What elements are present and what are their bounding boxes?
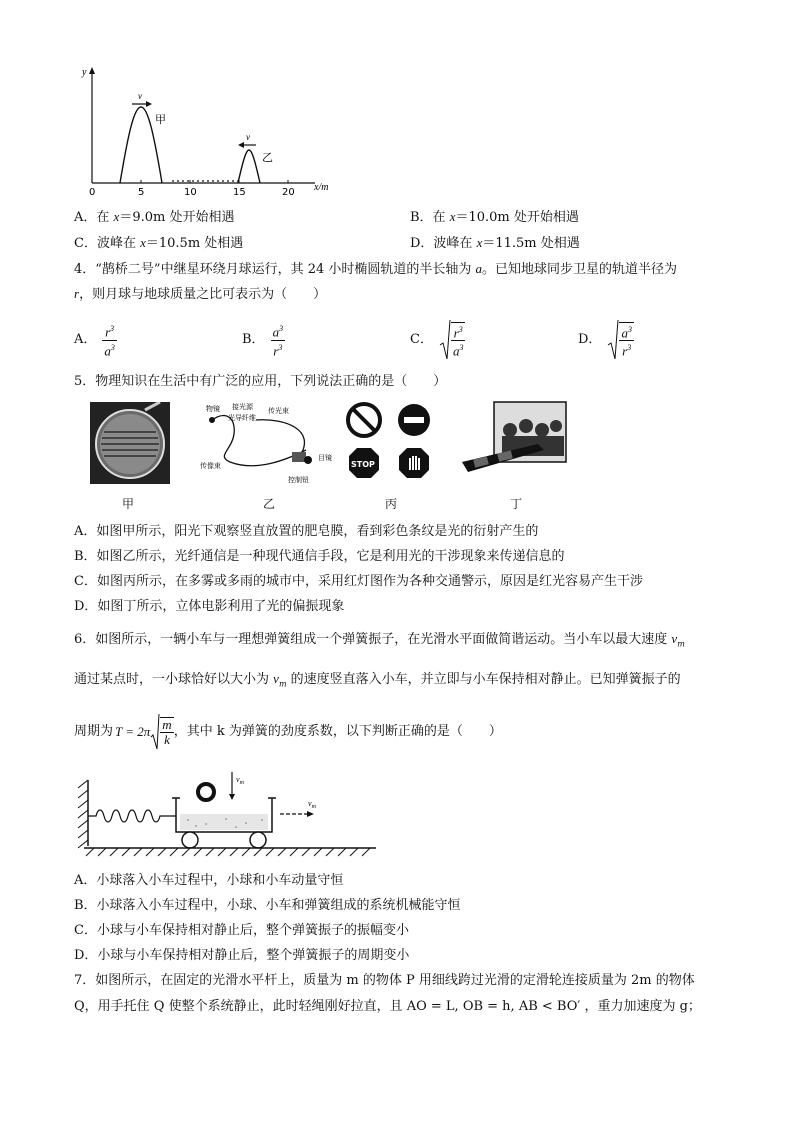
- figure-spring-cart: [76, 764, 386, 858]
- q6-option-a: A．小球落入小车过程中，小球和小车动量守恒: [74, 873, 344, 888]
- caption-jia: 甲: [122, 497, 135, 511]
- q7-stem-line2: Q，用手托住 Q 使整个系统静止，此时轻绳刚好拉直，且 AO = L, OB = h, AB < BO′ ，重力加速度为 g；: [74, 999, 701, 1014]
- fraction: $\frac{m}{k}$: [162, 717, 172, 747]
- q5-option-b: B．如图乙所示，光纤通信是一种现代通信手段，它是利用光的干涉现象来传递信息的: [74, 549, 565, 564]
- q6-stem-line2: 通过某点时，一小球恰好以大小为 $v_m$ 的速度竖直落入小车，并立即与小车保持相对静止。已知弹簧振子的: [74, 671, 681, 689]
- tick-0: 0: [89, 187, 96, 198]
- q4-option-c: C． $\frac{r^3}{a^3}$: [410, 318, 465, 362]
- caption-bing: 丙: [385, 497, 398, 511]
- q5-option-a: A．如图甲所示，阳光下观察竖直放置的肥皂膜，看到彩色条纹是光的衍射产生的: [74, 524, 539, 539]
- q4-option-d: D． $\frac{a^3}{r^3}$: [578, 318, 634, 362]
- q6-stem-line3: 周期为 T = 2π $\frac{m}{k}$ ，其中 k 为弹簧的劲度系数，以下判断正确的是（ ）: [74, 712, 502, 752]
- wave-figure: [80, 65, 350, 200]
- q5-option-d: D．如图丁所示，立体电影利用了光的偏振现象: [74, 599, 345, 614]
- q3-option-d: D．波峰在 x＝11.5m 处相遇: [410, 235, 580, 251]
- caption-yi: 乙: [263, 497, 276, 511]
- sqrt-sign: [607, 319, 619, 361]
- figure-ding-3d-movie: [458, 400, 570, 486]
- q7-stem-line1: 7．如图所示，在固定的光滑水平杆上，质量为 m 的物体 P 用细线跨过光滑的定滑轮连接质量为 2m 的物体: [74, 973, 695, 988]
- tick-20: 20: [282, 187, 295, 198]
- q6-option-c: C．小球与小车保持相对静止后，整个弹簧振子的振幅变小: [74, 923, 409, 938]
- fraction: $\frac{r^3}{a^3}$: [451, 322, 466, 359]
- q3-option-c: C．波峰在 x＝10.5m 处相遇: [74, 235, 244, 251]
- v-label-2: v: [246, 132, 250, 142]
- fig-yi-label-objective: 物镜: [206, 405, 220, 413]
- v-label-1: v: [138, 91, 142, 101]
- caption-ding: 丁: [510, 497, 523, 511]
- fig-vm-down-label: $v_m$: [236, 775, 244, 786]
- q5-option-c: C．如图丙所示，在多雾或多雨的城市中，采用红灯图作为各种交通警示，原因是红光容易产生干涉: [74, 574, 643, 589]
- q4-stem-line1: 4．“鹊桥二号”中继星环绕月球运行，其 24 小时椭圆轨道的半长轴为 a。已知地球同步卫星的轨道半径为: [74, 261, 678, 277]
- fig-yi-label-control: 控制钮: [288, 476, 309, 484]
- fig-yi-label-light-source: 接光源: [232, 403, 253, 411]
- sqrt-sign: [439, 319, 451, 361]
- fig-yi-label-fiber: 光导纤维: [228, 414, 256, 422]
- fig-vm-right-label: $v_m$: [308, 799, 316, 810]
- q5-stem: 5．物理知识在生活中有广泛的应用，下列说法正确的是（ ）: [74, 374, 447, 389]
- period-formula: T = 2π: [115, 724, 151, 739]
- stop-sign-text: STOP: [351, 460, 375, 469]
- figure-yi-fiber: [196, 400, 346, 486]
- tick-15: 15: [233, 187, 246, 198]
- fig-yi-label-light-bundle: 传光束: [268, 407, 289, 415]
- q3-option-a: A．在 x＝9.0m 处开始相遇: [74, 209, 235, 225]
- q6-option-b: B．小球落入小车过程中，小球、小车和弹簧组成的系统机械能守恒: [74, 898, 461, 913]
- q3-option-b: B．在 x＝10.0m 处开始相遇: [410, 209, 579, 225]
- fraction: $\frac{a^3}{r^3}$: [619, 322, 634, 359]
- wave-label-yi: 乙: [262, 151, 273, 164]
- q6-stem-line1: 6．如图所示，一辆小车与一理想弹簧组成一个弹簧振子，在光滑水平面做简谐运动。当小车以最大速度 $v_m$: [74, 631, 685, 649]
- figure-bing-traffic-signs: [344, 402, 436, 486]
- x-axis-label: x/m: [314, 182, 329, 193]
- figure-jia-soap-film: [90, 402, 170, 484]
- y-axis-label: y: [82, 67, 87, 78]
- tick-5: 5: [138, 187, 145, 198]
- tick-10: 10: [184, 187, 197, 198]
- fraction: $\frac{a^3}{r^3}$: [272, 324, 284, 358]
- q4-stem-line2: r，则月球与地球质量之比可表示为（ ）: [74, 286, 327, 302]
- q4-option-a: A． $\frac{r^3}{a^3}$: [74, 324, 115, 358]
- q6-option-d: D．小球与小车保持相对静止后，整个弹簧振子的周期变小: [74, 948, 410, 963]
- wave-label-jia: 甲: [155, 113, 166, 126]
- fraction: $\frac{r^3}{a^3}$: [104, 324, 115, 358]
- sqrt-sign: [150, 713, 160, 751]
- fig-yi-label-image-bundle: 传像束: [200, 462, 221, 470]
- fig-yi-label-eyepiece: 目镜: [318, 454, 332, 462]
- q4-option-b: B． $\frac{a^3}{r^3}$: [242, 324, 284, 358]
